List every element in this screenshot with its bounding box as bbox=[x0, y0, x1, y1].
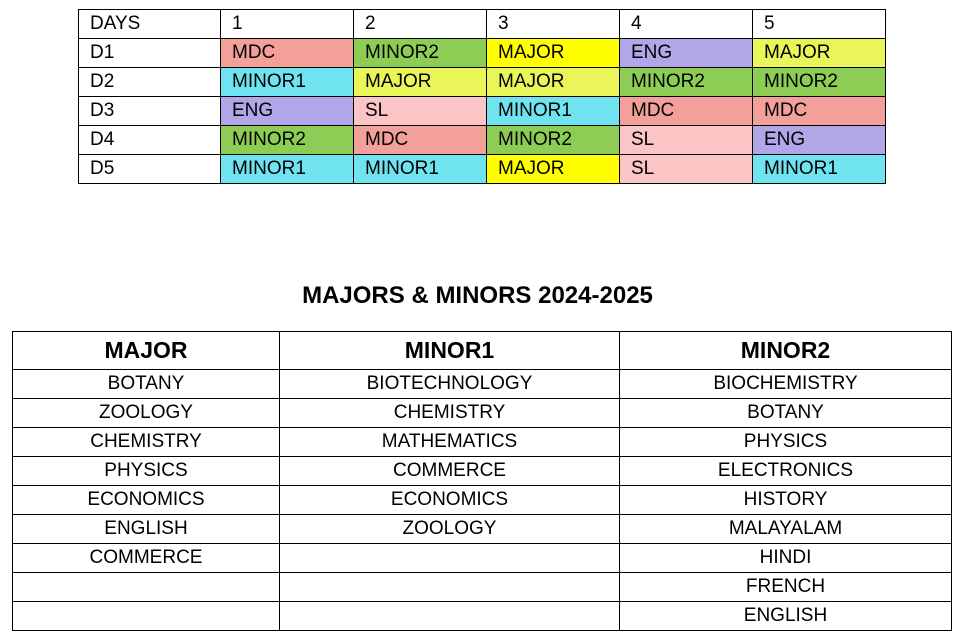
day-label: D3 bbox=[79, 97, 221, 126]
minor2-cell: BOTANY bbox=[620, 399, 952, 428]
subject-cell: SL bbox=[620, 126, 753, 155]
timetable-row bbox=[79, 155, 886, 184]
subject-cell: MAJOR bbox=[487, 68, 620, 97]
subject-cell: SL bbox=[354, 97, 487, 126]
subject-cell: MINOR2 bbox=[753, 68, 886, 97]
minor1-cell bbox=[280, 602, 620, 631]
courses-title: MAJORS & MINORS 2024-2025 bbox=[302, 282, 653, 309]
timetable bbox=[78, 9, 886, 184]
major-cell bbox=[13, 573, 280, 602]
subject-cell: MINOR2 bbox=[354, 39, 487, 68]
minor2-cell: HINDI bbox=[620, 544, 952, 573]
subject-cell: MINOR1 bbox=[221, 68, 354, 97]
major-cell: PHYSICS bbox=[13, 457, 280, 486]
timetable-header-row bbox=[79, 10, 886, 39]
timetable-header-cell: 1 bbox=[221, 10, 354, 39]
subject-cell: MDC bbox=[620, 97, 753, 126]
minor2-cell: PHYSICS bbox=[620, 428, 952, 457]
subject-cell: ENG bbox=[221, 97, 354, 126]
major-cell: ZOOLOGY bbox=[13, 399, 280, 428]
minor2-cell: ENGLISH bbox=[620, 602, 952, 631]
minor2-cell: BIOCHEMISTRY bbox=[620, 370, 952, 399]
subject-cell: MINOR1 bbox=[221, 155, 354, 184]
minor1-cell: ZOOLOGY bbox=[280, 515, 620, 544]
minor1-column-header: MINOR1 bbox=[280, 332, 620, 370]
timetable-row bbox=[79, 126, 886, 155]
subject-cell: ENG bbox=[620, 39, 753, 68]
major-cell: BOTANY bbox=[13, 370, 280, 399]
timetable-row bbox=[79, 39, 886, 68]
major-cell: CHEMISTRY bbox=[13, 428, 280, 457]
minor2-cell: FRENCH bbox=[620, 573, 952, 602]
subject-cell: MAJOR bbox=[753, 39, 886, 68]
subject-cell: MDC bbox=[354, 126, 487, 155]
courses-row bbox=[13, 486, 952, 515]
day-label: D4 bbox=[79, 126, 221, 155]
courses-row bbox=[13, 515, 952, 544]
minor2-column-header: MINOR2 bbox=[620, 332, 952, 370]
major-column-header: MAJOR bbox=[13, 332, 280, 370]
subject-cell: MAJOR bbox=[354, 68, 487, 97]
minor1-cell: CHEMISTRY bbox=[280, 399, 620, 428]
major-cell bbox=[13, 602, 280, 631]
subject-cell: MINOR2 bbox=[487, 126, 620, 155]
courses-row bbox=[13, 544, 952, 573]
major-cell: ECONOMICS bbox=[13, 486, 280, 515]
major-cell: COMMERCE bbox=[13, 544, 280, 573]
courses-table bbox=[12, 331, 952, 631]
minor1-cell: BIOTECHNOLOGY bbox=[280, 370, 620, 399]
timetable-header-cell: 2 bbox=[354, 10, 487, 39]
subject-cell: MDC bbox=[221, 39, 354, 68]
minor1-cell: ECONOMICS bbox=[280, 486, 620, 515]
timetable-row bbox=[79, 68, 886, 97]
courses-row bbox=[13, 457, 952, 486]
subject-cell: MINOR1 bbox=[753, 155, 886, 184]
minor2-cell: HISTORY bbox=[620, 486, 952, 515]
courses-row bbox=[13, 370, 952, 399]
subject-cell: SL bbox=[620, 155, 753, 184]
day-label: D2 bbox=[79, 68, 221, 97]
timetable-header-cell: 3 bbox=[487, 10, 620, 39]
day-label: D1 bbox=[79, 39, 221, 68]
timetable-row bbox=[79, 97, 886, 126]
subject-cell: MINOR2 bbox=[620, 68, 753, 97]
subject-cell: MAJOR bbox=[487, 155, 620, 184]
timetable-header-cell: DAYS bbox=[79, 10, 221, 39]
minor1-cell bbox=[280, 544, 620, 573]
minor1-cell bbox=[280, 573, 620, 602]
courses-row bbox=[13, 399, 952, 428]
subject-cell: MAJOR bbox=[487, 39, 620, 68]
subject-cell: MINOR1 bbox=[487, 97, 620, 126]
courses-row bbox=[13, 573, 952, 602]
courses-row bbox=[13, 602, 952, 631]
day-label: D5 bbox=[79, 155, 221, 184]
courses-row bbox=[13, 428, 952, 457]
minor2-cell: ELECTRONICS bbox=[620, 457, 952, 486]
minor2-cell: MALAYALAM bbox=[620, 515, 952, 544]
courses-header-row bbox=[13, 332, 952, 370]
timetable-header-cell: 5 bbox=[753, 10, 886, 39]
minor1-cell: MATHEMATICS bbox=[280, 428, 620, 457]
subject-cell: MINOR2 bbox=[221, 126, 354, 155]
subject-cell: MDC bbox=[753, 97, 886, 126]
subject-cell: MINOR1 bbox=[354, 155, 487, 184]
subject-cell: ENG bbox=[753, 126, 886, 155]
major-cell: ENGLISH bbox=[13, 515, 280, 544]
minor1-cell: COMMERCE bbox=[280, 457, 620, 486]
timetable-header-cell: 4 bbox=[620, 10, 753, 39]
